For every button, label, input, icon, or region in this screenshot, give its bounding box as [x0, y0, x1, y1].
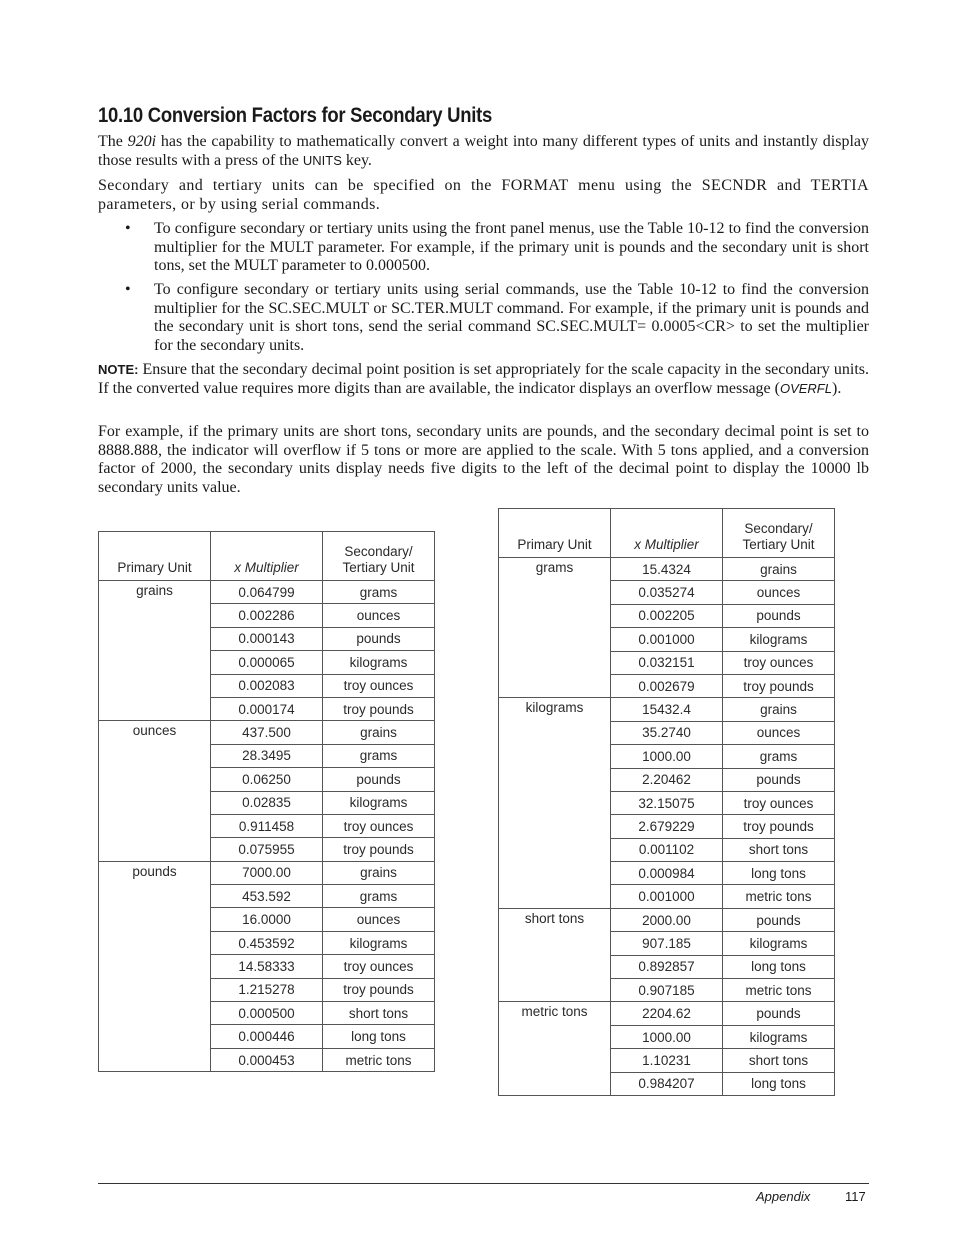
section-heading: 10.10 Conversion Factors for Secondary Units: [98, 104, 493, 127]
multiplier-cell: 1000.00: [611, 1025, 723, 1048]
multiplier-cell: 0.000500: [211, 1002, 323, 1025]
secondary-unit-cell: kilograms: [723, 932, 835, 955]
header-multiplier: x Multiplier: [611, 509, 723, 558]
secondary-unit-cell: long tons: [723, 955, 835, 978]
multiplier-cell: 0.075955: [211, 838, 323, 861]
secondary-unit-cell: ounces: [723, 721, 835, 744]
footer-section-name: Appendix: [756, 1189, 811, 1204]
secondary-unit-cell: grains: [323, 861, 435, 884]
multiplier-cell: 32.15075: [611, 791, 723, 814]
secondary-unit-cell: grains: [723, 698, 835, 721]
secondary-unit-cell: metric tons: [723, 979, 835, 1002]
secondary-unit-cell: long tons: [723, 1072, 835, 1095]
primary-unit-cell: short tons: [499, 908, 611, 1002]
secondary-tertiary-paragraph: Secondary and tertiary units can be specified on the FORMAT menu using the SECNDR and TERTIA parameters, or by using serial commands.: [98, 177, 869, 213]
secondary-unit-cell: grams: [723, 745, 835, 768]
secondary-unit-cell: grams: [323, 744, 435, 767]
secondary-unit-cell: kilograms: [323, 931, 435, 954]
table-row: [99, 721, 435, 744]
secondary-unit-cell: kilograms: [723, 628, 835, 651]
units-key-label: UNITS: [302, 152, 342, 168]
secondary-unit-cell: long tons: [323, 1025, 435, 1048]
multiplier-cell: 1.10231: [611, 1049, 723, 1072]
primary-unit-cell: kilograms: [499, 698, 611, 909]
secondary-unit-cell: grams: [323, 581, 435, 604]
secondary-unit-cell: short tons: [723, 1049, 835, 1072]
secondary-unit-cell: grams: [323, 885, 435, 908]
multiplier-cell: 0.002205: [611, 604, 723, 627]
multiplier-cell: 0.907185: [611, 979, 723, 1002]
multiplier-cell: 0.035274: [611, 581, 723, 604]
footer-divider: [98, 1183, 869, 1184]
multiplier-cell: 0.001000: [611, 628, 723, 651]
conversion-table-left: [98, 531, 435, 1072]
multiplier-cell: 0.984207: [611, 1072, 723, 1095]
secondary-unit-cell: kilograms: [723, 1025, 835, 1048]
multiplier-cell: 2204.62: [611, 1002, 723, 1025]
multiplier-cell: 0.000446: [211, 1025, 323, 1048]
multiplier-cell: 2.679229: [611, 815, 723, 838]
multiplier-cell: 15432.4: [611, 698, 723, 721]
intro-paragraph: [98, 133, 869, 170]
intro-post: key.: [341, 151, 372, 169]
multiplier-cell: 0.001102: [611, 838, 723, 861]
secondary-unit-cell: ounces: [323, 908, 435, 931]
multiplier-cell: 0.032151: [611, 651, 723, 674]
note-text: Ensure that the secondary decimal point position is set appropriately for the scale capacity in the secondary units. If the converted value requires more digits than are available, the indicator displays an overflow message (: [98, 361, 869, 397]
primary-unit-cell: grains: [99, 581, 211, 721]
bullet-text: To configure secondary or tertiary units using the front panel menus, use the Table 10-12 to find the conversion multiplier for the MULT parameter. For example, if the primary unit is pounds and the secondary unit is short tons, set the MULT parameter to 0.000500.: [154, 220, 869, 275]
secondary-unit-cell: troy pounds: [723, 674, 835, 697]
table-row: [99, 581, 435, 604]
note-end: ).: [831, 379, 842, 397]
multiplier-cell: 2000.00: [611, 908, 723, 931]
secondary-unit-cell: troy pounds: [323, 697, 435, 720]
multiplier-cell: 14.58333: [211, 955, 323, 978]
multiplier-cell: 0.002083: [211, 674, 323, 697]
table-row: [499, 908, 835, 931]
secondary-unit-cell: long tons: [723, 862, 835, 885]
table-row: [499, 1002, 835, 1025]
intro-pre: The: [98, 133, 128, 150]
secondary-unit-cell: pounds: [723, 908, 835, 931]
multiplier-cell: 437.500: [211, 721, 323, 744]
table-header-row: [499, 509, 835, 558]
secondary-unit-cell: ounces: [323, 604, 435, 627]
multiplier-cell: 0.06250: [211, 768, 323, 791]
multiplier-cell: 0.453592: [211, 931, 323, 954]
secondary-unit-cell: metric tons: [323, 1048, 435, 1071]
header-secondary-unit: Secondary/ Tertiary Unit: [723, 509, 835, 558]
secondary-unit-cell: troy ounces: [723, 651, 835, 674]
table-header-row: [99, 532, 435, 581]
multiplier-cell: 7000.00: [211, 861, 323, 884]
multiplier-cell: 1000.00: [611, 745, 723, 768]
secondary-unit-cell: short tons: [723, 838, 835, 861]
multiplier-cell: 0.000143: [211, 627, 323, 650]
header-primary-unit: Primary Unit: [499, 509, 611, 558]
multiplier-cell: 0.002679: [611, 674, 723, 697]
table-row: [499, 698, 835, 721]
multiplier-cell: 0.000065: [211, 651, 323, 674]
secondary-unit-cell: troy pounds: [323, 978, 435, 1001]
conversion-table-right: [498, 508, 835, 1096]
secondary-unit-cell: kilograms: [323, 791, 435, 814]
bullet-text: To configure secondary or tertiary units using serial commands, use the Table 10-12 to find the conversion multiplier for the SC.SEC.MULT or SC.TER.MULT command. For example, if the primary unit is pounds and the secondary unit is short tons, send the serial command SC.SEC.MULT= 0.0005<CR> to set the multiplier for the secondary units.: [154, 281, 869, 354]
bullet-marker: •: [125, 281, 131, 298]
secondary-unit-cell: metric tons: [723, 885, 835, 908]
secondary-unit-cell: pounds: [723, 604, 835, 627]
multiplier-cell: 0.002286: [211, 604, 323, 627]
header-multiplier: x Multiplier: [211, 532, 323, 581]
secondary-unit-cell: troy ounces: [723, 791, 835, 814]
multiplier-cell: 0.000984: [611, 862, 723, 885]
secondary-unit-cell: grains: [323, 721, 435, 744]
secondary-unit-cell: kilograms: [323, 651, 435, 674]
multiplier-cell: 35.2740: [611, 721, 723, 744]
table-row: [499, 558, 835, 581]
multiplier-cell: 0.000174: [211, 697, 323, 720]
multiplier-cell: 453.592: [211, 885, 323, 908]
secondary-unit-cell: pounds: [723, 768, 835, 791]
multiplier-cell: 2.20462: [611, 768, 723, 791]
multiplier-cell: 0.911458: [211, 814, 323, 837]
multiplier-cell: 0.02835: [211, 791, 323, 814]
overflow-code: OVERFL: [779, 380, 832, 396]
multiplier-cell: 907.185: [611, 932, 723, 955]
primary-unit-cell: ounces: [99, 721, 211, 861]
primary-unit-cell: pounds: [99, 861, 211, 1072]
example-paragraph: For example, if the primary units are short tons, secondary units are pounds, and the secondary decimal point is set to 8888.888, the indicator will overflow if 5 tons or more are applied to the scale. With 5 tons applied, and a conversion factor of 2000, the secondary units display needs five digits to the left of the decimal point to display the 10000 lb secondary units value.: [98, 423, 869, 496]
note-paragraph: [98, 361, 869, 398]
multiplier-cell: 15.4324: [611, 558, 723, 581]
secondary-unit-cell: pounds: [323, 768, 435, 791]
model-name: 920i: [127, 133, 157, 150]
multiplier-cell: 28.3495: [211, 744, 323, 767]
multiplier-cell: 0.001000: [611, 885, 723, 908]
footer-page-number: 117: [845, 1189, 866, 1204]
secondary-unit-cell: troy ounces: [323, 674, 435, 697]
table-row: [99, 861, 435, 884]
secondary-unit-cell: ounces: [723, 581, 835, 604]
bullet-marker: •: [125, 220, 131, 237]
secondary-unit-cell: grains: [723, 558, 835, 581]
header-primary-unit: Primary Unit: [99, 532, 211, 581]
secondary-unit-cell: troy pounds: [723, 815, 835, 838]
secondary-unit-cell: troy ounces: [323, 955, 435, 978]
multiplier-cell: 0.892857: [611, 955, 723, 978]
secondary-unit-cell: short tons: [323, 1002, 435, 1025]
secondary-unit-cell: troy pounds: [323, 838, 435, 861]
note-label: NOTE:: [98, 362, 139, 377]
multiplier-cell: 1.215278: [211, 978, 323, 1001]
primary-unit-cell: grams: [499, 558, 611, 698]
multiplier-cell: 16.0000: [211, 908, 323, 931]
multiplier-cell: 0.000453: [211, 1048, 323, 1071]
primary-unit-cell: metric tons: [499, 1002, 611, 1096]
multiplier-cell: 0.064799: [211, 581, 323, 604]
secondary-unit-cell: pounds: [723, 1002, 835, 1025]
secondary-unit-cell: troy ounces: [323, 814, 435, 837]
intro-mid: has the capability to mathematically convert a weight into many different types of units and instantly display those results with a press of the: [98, 133, 870, 169]
header-secondary-unit: Secondary/ Tertiary Unit: [323, 532, 435, 581]
secondary-unit-cell: pounds: [323, 627, 435, 650]
